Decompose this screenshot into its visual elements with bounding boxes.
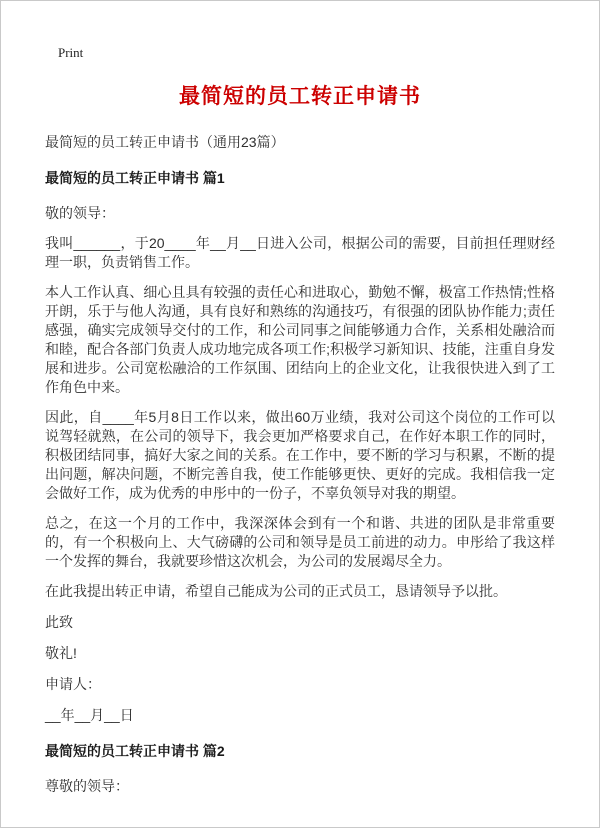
closing-line-cizhi: 此致 — [45, 614, 73, 630]
body-paragraph: 本人工作认真、细心且具有较强的责任心和进取心，勤勉不懈，极富工作热情;性格开朗，乐于与他人沟通，具有良好和熟练的沟通技巧，有很强的团队协作能力;责任感强，确实完成领导交付的工作，和公司同事之间能够通力合作，关系相处融洽而和睦，配合各部门负责人成功地完成各项工作;积极学习新知识、技能，注重自身发展和进步。公司宽松融洽的工作氛围、团结向上的企业文化，让我很快进入到了工作角色中来。 — [45, 284, 555, 395]
body-paragraph: 因此，自____年5月8日工作以来，做出60万业绩，我对公司这个岗位的工作可以说驾轻就熟，在公司的领导下，我会更加严格要求自己，在作好本职工作的同时，积极团结同事，搞好大家之间的关系。在工作中，要不断的学习与积累，不断的提出问题，解决问题，不断完善自我，使工作能够更快、更好的完成。我相信我一定会做好工作，成为优秀的申彤中的一份子，不辜负领导对我的期望。 — [45, 409, 555, 501]
section1-salutation: 敬的领导： — [45, 205, 115, 221]
closing-line-jingli: 敬礼! — [45, 645, 77, 661]
section1-heading: 最简短的员工转正申请书 篇1 — [45, 170, 225, 186]
body-paragraph: 在此我提出转正申请，希望自己能成为公司的正式员工，恳请领导予以批。 — [45, 583, 507, 599]
body-paragraph: 我叫______，于20____年__月__日进入公司，根据公司的需要，目前担任理财经理一职，负责销售工作。 — [45, 235, 555, 270]
collection-title: 最简短的员工转正申请书（通用23篇） — [45, 134, 285, 150]
closing-line-applicant: 申请人： — [45, 676, 101, 692]
section2-heading: 最简短的员工转正申请书 篇2 — [45, 743, 225, 759]
section2-salutation: 尊敬的领导： — [45, 778, 129, 794]
body-paragraph: 总之，在这一个月的工作中，我深深体会到有一个和谐、共进的团队是非常重要的，有一个积极向上、大气磅礴的公司和领导是员工前进的动力。申彤给了我这样一个发挥的舞台，我就要珍惜这次机会，为公司的发展竭尽全力。 — [45, 515, 555, 569]
print-link[interactable]: Print — [58, 45, 84, 60]
document-title: 最简短的员工转正申请书 — [179, 85, 421, 108]
closing-line-date: __年__月__日 — [45, 707, 134, 723]
